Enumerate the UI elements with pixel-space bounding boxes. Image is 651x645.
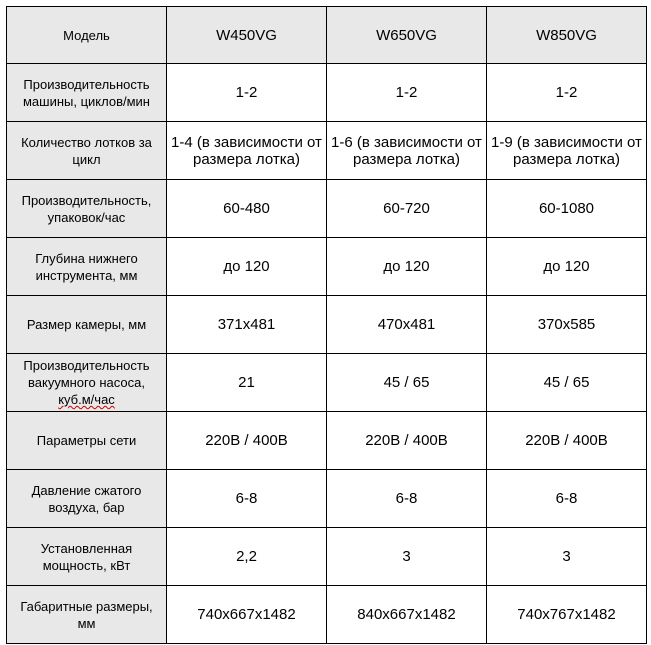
header-model-w850vg: W850VG: [487, 7, 647, 64]
table-cell: 220В / 400В: [327, 412, 487, 470]
table-header-row: [7, 7, 647, 64]
specification-table: [6, 6, 647, 644]
table-cell: 60-480: [167, 180, 327, 238]
table-row: [7, 296, 647, 354]
table-row: [7, 412, 647, 470]
table-cell: 45 / 65: [487, 354, 647, 412]
table-cell: 840x667x1482: [327, 586, 487, 644]
table-cell: 3: [487, 528, 647, 586]
table-cell: до 120: [327, 238, 487, 296]
table-cell: 740x667x1482: [167, 586, 327, 644]
row-label-overall-dimensions: Габаритные размеры, мм: [7, 586, 167, 644]
header-model-w650vg: W650VG: [327, 7, 487, 64]
table-cell: 371x481: [167, 296, 327, 354]
row-label-installed-power: Установленная мощность, кВт: [7, 528, 167, 586]
table-cell: 1-9 (в зависимости от размера лотка): [487, 122, 647, 180]
table-cell: 6-8: [167, 470, 327, 528]
header-model-w450vg: W450VG: [167, 7, 327, 64]
table-row: [7, 180, 647, 238]
table-cell: 2,2: [167, 528, 327, 586]
row-label-vacuum-pump-unit: куб.м/час: [58, 392, 115, 407]
table-cell: 1-6 (в зависимости от размера лотка): [327, 122, 487, 180]
table-row: [7, 64, 647, 122]
table-cell: 60-1080: [487, 180, 647, 238]
table-row: [7, 354, 647, 412]
table-cell: 470x481: [327, 296, 487, 354]
table-row: [7, 528, 647, 586]
table-cell: 740x767x1482: [487, 586, 647, 644]
table-cell: 1-4 (в зависимости от размера лотка): [167, 122, 327, 180]
table-cell: 1-2: [167, 64, 327, 122]
table-cell: 220В / 400В: [487, 412, 647, 470]
row-label-machine-performance: Производительность машины, циклов/мин: [7, 64, 167, 122]
table-row: [7, 122, 647, 180]
row-label-vacuum-pump-main: Производительность вакуумного насоса,: [23, 358, 150, 390]
table-cell: 6-8: [487, 470, 647, 528]
row-label-vacuum-pump-performance: [7, 354, 167, 412]
table-row: [7, 238, 647, 296]
table-cell: 220В / 400В: [167, 412, 327, 470]
row-label-lower-tool-depth: Глубина нижнего инструмента, мм: [7, 238, 167, 296]
table-cell: 21: [167, 354, 327, 412]
header-model-label: Модель: [7, 7, 167, 64]
table-cell: 370x585: [487, 296, 647, 354]
table-cell: 45 / 65: [327, 354, 487, 412]
row-label-compressed-air-pressure: Давление сжатого воздуха, бар: [7, 470, 167, 528]
row-label-tray-count: Количество лотков за цикл: [7, 122, 167, 180]
table-cell: 3: [327, 528, 487, 586]
row-label-packages-per-hour: Производительность, упаковок/час: [7, 180, 167, 238]
table-cell: 1-2: [487, 64, 647, 122]
table-cell: 6-8: [327, 470, 487, 528]
table-cell: до 120: [167, 238, 327, 296]
row-label-chamber-size: Размер камеры, мм: [7, 296, 167, 354]
table-row: [7, 586, 647, 644]
table-cell: 60-720: [327, 180, 487, 238]
row-label-network-parameters: Параметры сети: [7, 412, 167, 470]
table-row: [7, 470, 647, 528]
table-cell: 1-2: [327, 64, 487, 122]
table-cell: до 120: [487, 238, 647, 296]
